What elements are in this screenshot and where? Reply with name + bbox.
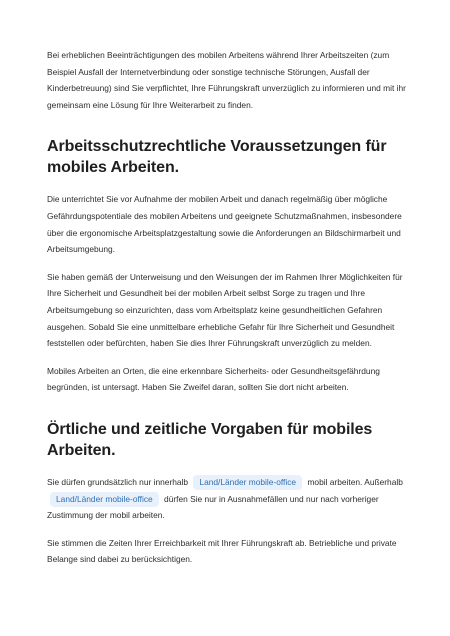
spacer	[47, 124, 407, 136]
paragraph-erreichbarkeit: Sie stimmen die Zeiten Ihrer Erreichbarkeit mit Ihrer Führungskraft ab. Betriebliche und private Belange sind dabei zu berücksichtigen.	[47, 537, 397, 565]
paragraph-unterrichtung: Die unterrichtet Sie vor Aufnahme der mobilen Arbeit und danach regelmäßig über mögliche Gefährdungspotentiale des mobilen Arbeitens und geeignete Schutzmaßnahmen, insbesondere über die ergonomische Arbeitsplatzgestaltung sowie die Anforderungen an Bildschirmarbeit und Arbeitsumgebung.	[47, 194, 402, 255]
section-heading-oertlich: Örtliche und zeitliche Vorgaben für mobiles Arbeiten.	[47, 420, 373, 459]
text-segment: dürfen Sie nur in Ausnahmefällen und nur nach vorheriger Zustimmung der mobil arbeiten.	[47, 493, 379, 521]
section-heading-arbeitsschutz: Arbeitsschutzrechtliche Voraussetzungen für mobiles Arbeiten.	[47, 138, 387, 177]
intro-paragraph: Bei erheblichen Beeinträchtigungen des mobilen Arbeitens während Ihrer Arbeitszeiten (zum Beispiel Ausfall der Internetverbindung oder sonstige technische Störungen, Ausfall der Kinderbetreuung) sind Sie verpflichtet, Ihre Führungskraft unverzüglich zu informieren und mit ihr gemeinsam eine Lösung für Ihre Weiterarbeit zu finden.	[47, 50, 406, 110]
text-segment: Außerhalb	[364, 476, 403, 487]
document-content	[47, 47, 407, 579]
placeholder-tag-land[interactable]: Land/Länder mobile-office	[193, 475, 302, 490]
paragraph-sorgepflicht: Sie haben gemäß der Unterweisung und den Weisungen der im Rahmen Ihrer Möglichkeiten für Ihre Sicherheit und Gesundheit bei der mobilen Arbeit selbst Sorge zu tragen und Ihre Arbeitsumgebung so einzurichten, dass vom Arbeitsplatz keine gesundheitlichen Gefahren ausgehen. Sobald Sie eine unmittelbare erhebliche Gefahr für Ihre Sicherheit und Gesundheit feststellen oder befürchten, haben Sie dies Ihrer Führungskraft unverzüglich zu melden.	[47, 271, 403, 349]
spacer	[47, 407, 407, 419]
text-segment: Sie dürfen grundsätzlich nur innerhalb	[47, 476, 189, 487]
text-segment: mobil arbeiten.	[307, 476, 363, 487]
paragraph-oertliche-vorgaben	[47, 474, 407, 524]
placeholder-tag-land[interactable]: Land/Länder mobile-office	[50, 492, 159, 507]
paragraph-untersagt: Mobiles Arbeiten an Orten, die eine erkennbare Sicherheits- oder Gesundheitsgefährdung begründen, ist untersagt. Haben Sie Zweifel daran, sollten Sie dort nicht arbeiten.	[47, 365, 380, 393]
